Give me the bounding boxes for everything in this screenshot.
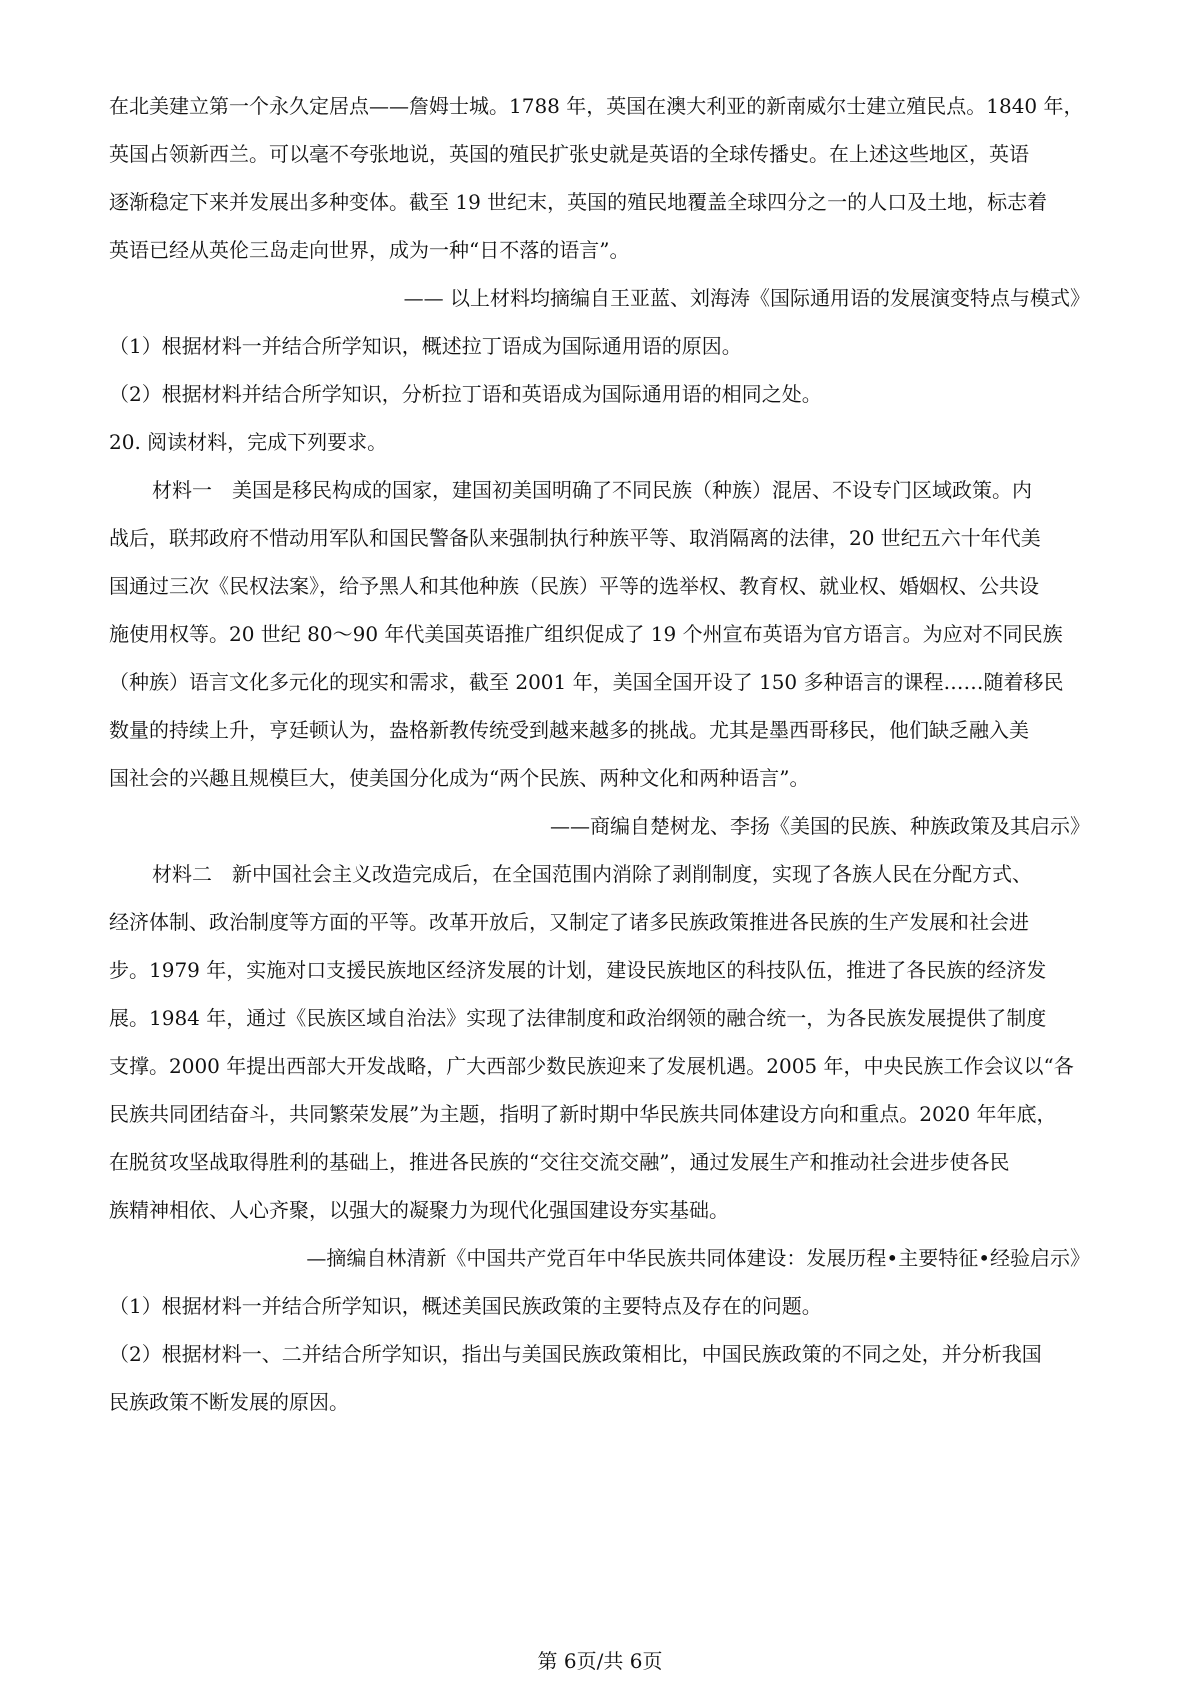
question-19-1: （1）根据材料一并结合所学知识，概述拉丁语成为国际通用语的原因。 (109, 334, 742, 358)
source-citation: —摘编自林清新《中国共产党百年中华民族共同体建设：发展历程•主要特征•经验启示》 (306, 1246, 1090, 1270)
paragraph-line: 步。1979 年，实施对口支援民族地区经济发展的计划，建设民族地区的科技队伍，推进了各民族的经济发 (109, 958, 1047, 982)
paragraph-line: 施使用权等。20 世纪 80～90 年代美国英语推广组织促成了 19 个州宣布英语为官方语言。为应对不同民族 (109, 622, 1063, 646)
source-citation: ——商编自楚树龙、李扬《美国的民族、种族政策及其启示》 (550, 814, 1090, 838)
paragraph-line: 战后，联邦政府不惜动用军队和国民警备队来强制执行种族平等、取消隔离的法律，20 世纪五六十年代美 (109, 526, 1041, 550)
paragraph-line: 支撑。2000 年提出西部大开发战略，广大西部少数民族迎来了发展机遇。2005 年，中央民族工作会议以“各 (109, 1054, 1074, 1078)
paragraph-line: 材料二 新中国社会主义改造完成后，在全国范围内消除了剥削制度，实现了各族人民在分配方式、 (152, 862, 1032, 886)
paragraph-line: 民族共同团结奋斗，共同繁荣发展”为主题，指明了新时期中华民族共同体建设方向和重点。2020 年年底， (109, 1102, 1057, 1126)
question-19-2: （2）根据材料并结合所学知识，分析拉丁语和英语成为国际通用语的相同之处。 (109, 382, 822, 406)
paragraph-line: 英语已经从英伦三岛走向世界，成为一种“日不落的语言”。 (109, 238, 630, 262)
page-footer: 第 6页/共 6页 (537, 1649, 663, 1673)
paragraph-line: 经济体制、政治制度等方面的平等。改革开放后，又制定了诸多民族政策推进各民族的生产发展和社会进 (109, 910, 1029, 934)
paragraph-line: 族精神相依、人心齐聚，以强大的凝聚力为现代化强国建设夯实基础。 (109, 1198, 729, 1222)
paragraph-line: 数量的持续上升，亨廷顿认为，盎格新教传统受到越来越多的挑战。尤其是墨西哥移民，他们缺乏融入美 (109, 718, 1029, 742)
question-20-title: 20. 阅读材料，完成下列要求。 (109, 430, 388, 454)
question-20-2-cont: 民族政策不断发展的原因。 (109, 1390, 349, 1414)
paragraph-line: 国社会的兴趣且规模巨大，使美国分化成为“两个民族、两种文化和两种语言”。 (109, 766, 810, 790)
paragraph-line: 在脱贫攻坚战取得胜利的基础上，推进各民族的“交往交流交融”，通过发展生产和推动社会进步使各民 (109, 1150, 1010, 1174)
paragraph-line: 材料一 美国是移民构成的国家，建国初美国明确了不同民族（种族）混居、不设专门区域政策。内 (152, 478, 1032, 502)
question-20-1: （1）根据材料一并结合所学知识，概述美国民族政策的主要特点及存在的问题。 (109, 1294, 822, 1318)
paragraph-line: 在北美建立第一个永久定居点——詹姆士城。1788 年，英国在澳大利亚的新南威尔士建立殖民点。1840 年， (109, 94, 1084, 118)
paragraph-line: 展。1984 年，通过《民族区域自治法》实现了法律制度和政治纲领的融合统一，为各民族发展提供了制度 (109, 1006, 1047, 1030)
paragraph-line: 国通过三次《民权法案》，给予黑人和其他种族（民族）平等的选举权、教育权、就业权、婚姻权、公共设 (109, 574, 1039, 598)
paragraph-line: 逐渐稳定下来并发展出多种变体。截至 19 世纪末，英国的殖民地覆盖全球四分之一的人口及土地，标志着 (109, 190, 1048, 214)
paragraph-line: 英国占领新西兰。可以毫不夸张地说，英国的殖民扩张史就是英语的全球传播史。在上述这些地区，英语 (109, 142, 1029, 166)
paragraph-line: （种族）语言文化多元化的现实和需求，截至 2001 年，美国全国开设了 150 多种语言的课程……随着移民 (109, 670, 1064, 694)
question-20-2: （2）根据材料一、二并结合所学知识，指出与美国民族政策相比，中国民族政策的不同之处，并分析我国 (109, 1342, 1042, 1366)
source-citation: —— 以上材料均摘编自王亚蓝、刘海涛《国际通用语的发展演变特点与模式》 (403, 286, 1090, 310)
